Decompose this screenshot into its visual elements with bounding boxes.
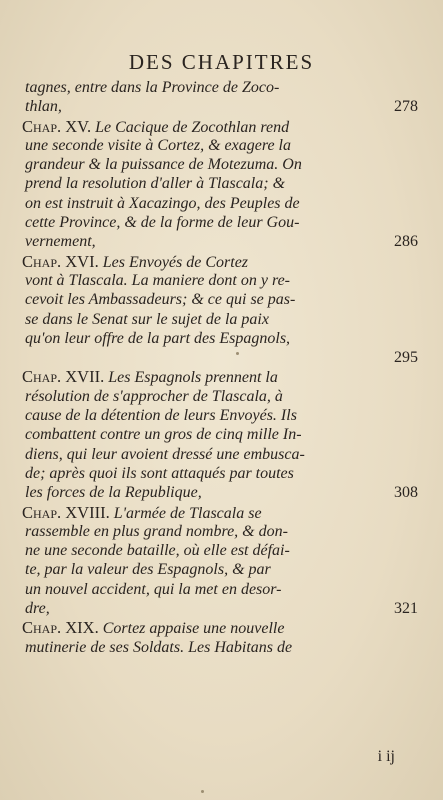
text-line (22, 445, 422, 464)
line-text: vont à Tlascala. La maniere dont on y re- (25, 271, 291, 289)
line-text: te, par la valeur des Espagnols, & par (25, 561, 271, 579)
line-text: cette Province, & de la forme de leur Gou- (25, 214, 300, 232)
line-text: combattent contre un gros de cinq mille In- (25, 426, 302, 444)
line-text: prend la resolution d'aller à Tlascala; & (25, 175, 286, 193)
line-text: qu'on leur offre de la part des Espagnols, (25, 329, 291, 347)
text-line (22, 78, 422, 97)
text-line (22, 580, 422, 599)
chapter-number: Chap. XIX. (22, 618, 99, 638)
text-line (22, 522, 422, 541)
page-number: 278 (394, 98, 418, 116)
chapter-number: Chap. XVI. (22, 251, 99, 271)
line-text: vernement, (25, 233, 96, 251)
line-text: grandeur & la puissance de Motezuma. On (25, 156, 302, 174)
line-text: Les Espagnols prennent la (104, 369, 278, 387)
text-line (22, 425, 422, 444)
text-line (22, 290, 422, 309)
line-text: cause de la détention de leurs Envoyés. Ils (25, 407, 297, 425)
chapter-number: Chap. XVIII. (22, 502, 110, 522)
text-line (22, 560, 422, 579)
text-line (22, 599, 422, 618)
chapter-entry-line (22, 252, 422, 271)
text-line (22, 387, 422, 406)
text-line (22, 232, 422, 251)
paper-speck (201, 790, 204, 793)
line-text: diens, qui leur avoient dressé une embusca- (25, 445, 305, 463)
text-line (22, 406, 422, 425)
chapter-number: Chap. XVII. (22, 367, 105, 387)
page-number: 295 (394, 349, 418, 367)
line-text: Le Cacique de Zocothlan rend (91, 118, 290, 136)
chapter-entry-line (22, 618, 422, 637)
text-line (22, 464, 422, 483)
text-line (22, 174, 422, 193)
line-text: de; après quoi ils sont attaqués par toutes (25, 464, 294, 482)
text-line (22, 136, 422, 155)
page-number: 321 (394, 600, 418, 618)
text-line (22, 310, 422, 329)
line-text: L'armée de Tlascala se (109, 504, 262, 522)
page-number: 308 (394, 484, 418, 502)
chapter-number: Chap. XV. (22, 116, 92, 136)
line-text: se dans le Senat sur le sujet de la paix (25, 310, 269, 328)
signature-mark: i ij (377, 748, 395, 765)
line-text: Cortez appaise une nouvelle (98, 620, 285, 638)
text-line (22, 541, 422, 560)
line-text: thlan, (25, 98, 62, 116)
line-text: un nouvel accident, qui la met en desor- (25, 580, 282, 598)
chapter-entry-line (22, 503, 422, 522)
text-line (22, 194, 422, 213)
text-line (22, 213, 422, 232)
page-number: 286 (394, 233, 418, 251)
text-line (22, 329, 422, 348)
page-title: DES CHAPITRES (128, 50, 315, 74)
chapter-entry-line (22, 367, 422, 386)
line-text: Les Envoyés de Cortez (98, 253, 249, 271)
text-line (22, 638, 422, 657)
text-line (22, 155, 422, 174)
text-line (22, 483, 422, 502)
line-text: dre, (25, 600, 50, 618)
paper-speck (236, 352, 239, 355)
text-line (22, 271, 422, 290)
line-text: résolution de s'approcher de Tlascala, à (25, 387, 283, 405)
line-text: tagnes, entre dans la Province de Zoco- (25, 79, 280, 96)
chapter-entry-line (22, 117, 422, 136)
line-text: une seconde visite à Cortez, & exagere la (25, 136, 291, 154)
line-text: ne une seconde bataille, où elle est défai- (25, 542, 290, 560)
line-text: mutinerie de ses Soldats. Les Habitans de (25, 638, 293, 656)
line-text: rassemble en plus grand nombre, & don- (25, 522, 288, 540)
table-of-contents (22, 78, 422, 657)
line-text: les forces de la Republique, (25, 484, 202, 502)
text-line (22, 97, 422, 116)
line-text: cevoit les Ambassadeurs; & ce qui se pas- (25, 291, 296, 309)
text-line (22, 348, 422, 367)
line-text: on est instruit à Xacazingo, des Peuples de (25, 194, 300, 212)
